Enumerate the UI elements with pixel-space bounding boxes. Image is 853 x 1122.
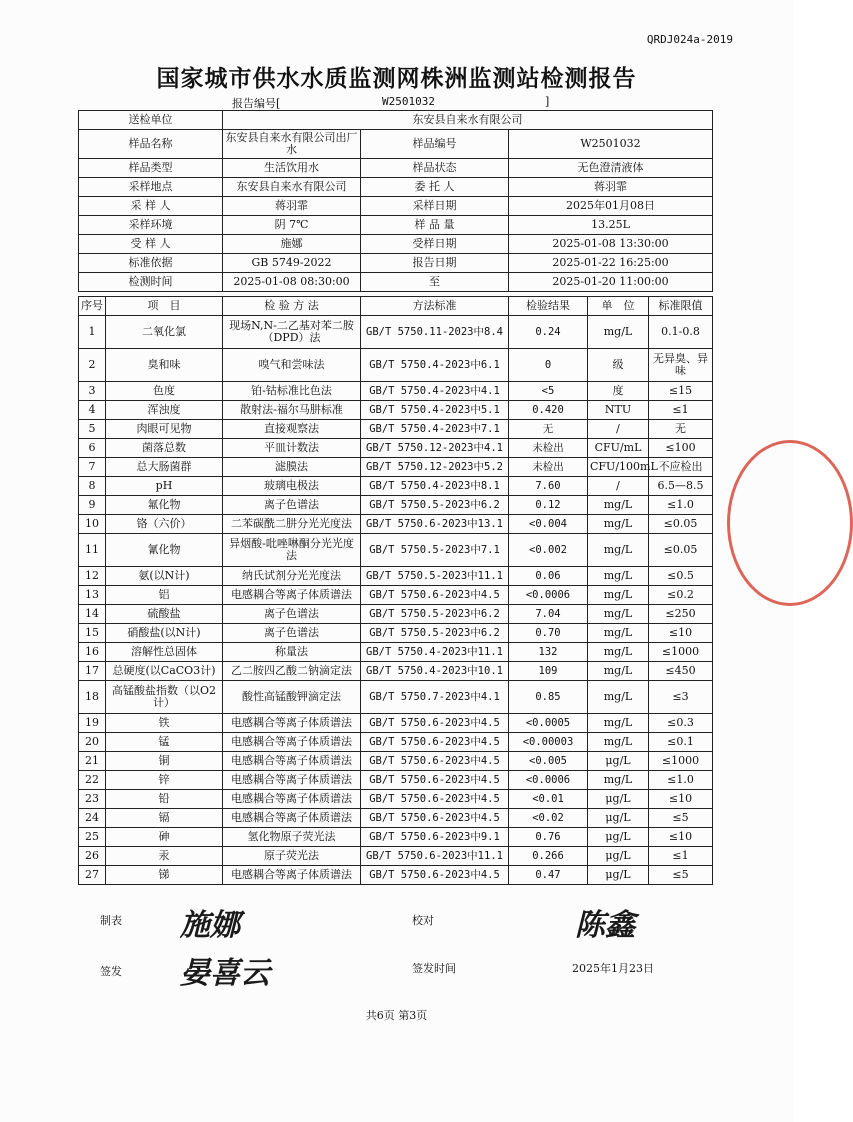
field-value: 施娜 — [223, 235, 361, 254]
standard-limit: ≤10 — [649, 790, 713, 809]
method-standard: GB/T 5750.6-2023中9.1 — [361, 828, 509, 847]
field-value: GB 5749-2022 — [223, 254, 361, 273]
test-result: 0.266 — [509, 847, 588, 866]
test-result: 109 — [509, 662, 588, 681]
table-row — [79, 586, 713, 605]
method-standard: GB/T 5750.4-2023中8.1 — [361, 477, 509, 496]
item-name: 氟化物 — [106, 496, 223, 515]
field-label: 委 托 人 — [361, 178, 509, 197]
field-label: 样品编号 — [361, 130, 509, 159]
unit: mg/L — [588, 714, 649, 733]
test-result: <5 — [509, 382, 588, 401]
unit: / — [588, 420, 649, 439]
column-header-unit: 单 位 — [588, 297, 649, 316]
item-name: 砷 — [106, 828, 223, 847]
test-method: 嗅气和尝味法 — [223, 349, 361, 382]
field-value: 无色澄清液体 — [509, 159, 713, 178]
test-result: <0.0006 — [509, 771, 588, 790]
item-name: 锑 — [106, 866, 223, 885]
test-method: 离子色谱法 — [223, 496, 361, 515]
item-name: 铝 — [106, 586, 223, 605]
row-number: 21 — [79, 752, 106, 771]
unit: CFU/100mL — [588, 458, 649, 477]
table-row — [79, 624, 713, 643]
row-number: 6 — [79, 439, 106, 458]
table-row — [79, 866, 713, 885]
field-label: 报告日期 — [361, 254, 509, 273]
test-method: 电感耦合等离子体质谱法 — [223, 771, 361, 790]
standard-limit: ≤1.0 — [649, 771, 713, 790]
table-row — [79, 643, 713, 662]
test-method: 电感耦合等离子体质谱法 — [223, 733, 361, 752]
unit: μg/L — [588, 790, 649, 809]
row-number: 8 — [79, 477, 106, 496]
row-number: 10 — [79, 515, 106, 534]
column-header-standard-limit: 标准限值 — [649, 297, 713, 316]
item-name: 氨(以N计) — [106, 567, 223, 586]
unit: CFU/mL — [588, 439, 649, 458]
prepared-label: 制表 — [100, 914, 122, 927]
test-results-table — [78, 296, 713, 885]
unit: 度 — [588, 382, 649, 401]
table-row — [79, 681, 713, 714]
test-method: 电感耦合等离子体质谱法 — [223, 790, 361, 809]
unit: μg/L — [588, 752, 649, 771]
field-label: 样品类型 — [79, 159, 223, 178]
column-header-method-standard: 方法标准 — [361, 297, 509, 316]
checked-signature: 陈鑫 — [575, 908, 635, 943]
field-label: 受 样 人 — [79, 235, 223, 254]
test-method: 原子荧光法 — [223, 847, 361, 866]
item-name: 镉 — [106, 809, 223, 828]
field-value: 2025年01月08日 — [509, 197, 713, 216]
field-value: 蒋羽霏 — [509, 178, 713, 197]
row-number: 4 — [79, 401, 106, 420]
test-method: 酸性高锰酸钾滴定法 — [223, 681, 361, 714]
test-method: 玻璃电极法 — [223, 477, 361, 496]
unit: mg/L — [588, 605, 649, 624]
test-result: <0.0005 — [509, 714, 588, 733]
report-number — [232, 95, 550, 111]
test-result: 0.12 — [509, 496, 588, 515]
info-row — [79, 235, 713, 254]
field-label: 至 — [361, 273, 509, 292]
item-name: 硫酸盐 — [106, 605, 223, 624]
test-result: 132 — [509, 643, 588, 662]
info-row — [79, 111, 713, 130]
method-standard: GB/T 5750.4-2023中5.1 — [361, 401, 509, 420]
field-value: 2025-01-20 11:00:00 — [509, 273, 713, 292]
standard-limit: ≤1 — [649, 847, 713, 866]
field-label: 标准依据 — [79, 254, 223, 273]
checked-label: 校对 — [412, 914, 434, 927]
test-result: <0.02 — [509, 809, 588, 828]
unit: μg/L — [588, 847, 649, 866]
column-header-test-result: 检验结果 — [509, 297, 588, 316]
method-standard: GB/T 5750.6-2023中13.1 — [361, 515, 509, 534]
unit: μg/L — [588, 828, 649, 847]
field-value: 2025-01-22 16:25:00 — [509, 254, 713, 273]
standard-limit: ≤0.1 — [649, 733, 713, 752]
table-row — [79, 534, 713, 567]
unit: mg/L — [588, 771, 649, 790]
test-method: 滤膜法 — [223, 458, 361, 477]
test-method: 离子色谱法 — [223, 605, 361, 624]
field-label: 采 样 人 — [79, 197, 223, 216]
row-number: 13 — [79, 586, 106, 605]
item-name: 汞 — [106, 847, 223, 866]
unit: NTU — [588, 401, 649, 420]
issue-time-label: 签发时间 — [412, 962, 456, 975]
item-name: 总硬度(以CaCO3计) — [106, 662, 223, 681]
row-number: 12 — [79, 567, 106, 586]
table-row — [79, 733, 713, 752]
red-seal-stamp — [727, 440, 853, 606]
info-row — [79, 197, 713, 216]
standard-limit: ≤250 — [649, 605, 713, 624]
test-result: <0.00003 — [509, 733, 588, 752]
row-number: 26 — [79, 847, 106, 866]
field-value: W2501032 — [509, 130, 713, 159]
field-value: 蒋羽霏 — [223, 197, 361, 216]
method-standard: GB/T 5750.5-2023中11.1 — [361, 567, 509, 586]
table-row — [79, 349, 713, 382]
standard-limit: 无 — [649, 420, 713, 439]
item-name: 锰 — [106, 733, 223, 752]
test-method: 纳氏试剂分光光度法 — [223, 567, 361, 586]
test-result: 0 — [509, 349, 588, 382]
unit: 级 — [588, 349, 649, 382]
test-result: 0.47 — [509, 866, 588, 885]
standard-limit: ≤0.2 — [649, 586, 713, 605]
row-number: 11 — [79, 534, 106, 567]
unit: mg/L — [588, 681, 649, 714]
item-name: 总大肠菌群 — [106, 458, 223, 477]
test-method: 电感耦合等离子体质谱法 — [223, 586, 361, 605]
field-label: 检测时间 — [79, 273, 223, 292]
unit: mg/L — [588, 316, 649, 349]
report-number-label: 报告编号[ — [232, 97, 281, 110]
test-result: 0.420 — [509, 401, 588, 420]
method-standard: GB/T 5750.4-2023中10.1 — [361, 662, 509, 681]
item-name: 肉眼可见物 — [106, 420, 223, 439]
test-result: 0.70 — [509, 624, 588, 643]
field-value: 2025-01-08 08:30:00 — [223, 273, 361, 292]
prepared-signature: 施娜 — [180, 908, 240, 943]
info-row — [79, 159, 713, 178]
test-method: 称量法 — [223, 643, 361, 662]
method-standard: GB/T 5750.7-2023中4.1 — [361, 681, 509, 714]
unit: mg/L — [588, 567, 649, 586]
item-name: 铜 — [106, 752, 223, 771]
standard-limit: ≤0.3 — [649, 714, 713, 733]
item-name: 硝酸盐(以N计) — [106, 624, 223, 643]
table-row — [79, 752, 713, 771]
test-result: <0.004 — [509, 515, 588, 534]
standard-limit: ≤15 — [649, 382, 713, 401]
test-method: 氢化物原子荧光法 — [223, 828, 361, 847]
table-row — [79, 420, 713, 439]
field-label: 采样环境 — [79, 216, 223, 235]
info-row — [79, 178, 713, 197]
item-name: 铅 — [106, 790, 223, 809]
unit: mg/L — [588, 733, 649, 752]
table-row — [79, 316, 713, 349]
field-label: 采样日期 — [361, 197, 509, 216]
method-standard: GB/T 5750.5-2023中6.2 — [361, 496, 509, 515]
unit: / — [588, 477, 649, 496]
method-standard: GB/T 5750.6-2023中4.5 — [361, 866, 509, 885]
method-standard: GB/T 5750.4-2023中7.1 — [361, 420, 509, 439]
info-row — [79, 216, 713, 235]
row-number: 24 — [79, 809, 106, 828]
standard-limit: 6.5—8.5 — [649, 477, 713, 496]
item-name: 溶解性总固体 — [106, 643, 223, 662]
standard-limit: ≤1 — [649, 401, 713, 420]
test-result: 未检出 — [509, 439, 588, 458]
test-method: 电感耦合等离子体质谱法 — [223, 752, 361, 771]
test-result: <0.005 — [509, 752, 588, 771]
method-standard: GB/T 5750.11-2023中8.4 — [361, 316, 509, 349]
row-number: 3 — [79, 382, 106, 401]
standard-limit: ≤10 — [649, 828, 713, 847]
field-value: 东安县自来水有限公司 — [223, 178, 361, 197]
row-number: 9 — [79, 496, 106, 515]
field-value: 阴 7℃ — [223, 216, 361, 235]
unit: mg/L — [588, 515, 649, 534]
item-name: 锌 — [106, 771, 223, 790]
test-method: 散射法-福尔马肼标准 — [223, 401, 361, 420]
method-standard: GB/T 5750.12-2023中4.1 — [361, 439, 509, 458]
table-row — [79, 382, 713, 401]
issue-time: 2025年1月23日 — [572, 962, 654, 975]
table-row — [79, 458, 713, 477]
row-number: 17 — [79, 662, 106, 681]
standard-limit: ≤3 — [649, 681, 713, 714]
standard-limit: ≤1000 — [649, 752, 713, 771]
item-name: 铬（六价） — [106, 515, 223, 534]
table-row — [79, 515, 713, 534]
test-method: 乙二胺四乙酸二钠滴定法 — [223, 662, 361, 681]
info-row — [79, 273, 713, 292]
field-value: 生活饮用水 — [223, 159, 361, 178]
field-label: 样品状态 — [361, 159, 509, 178]
unit: μg/L — [588, 866, 649, 885]
row-number: 2 — [79, 349, 106, 382]
item-name: 臭和味 — [106, 349, 223, 382]
column-header-test-method: 检 验 方 法 — [223, 297, 361, 316]
row-number: 23 — [79, 790, 106, 809]
submitter-value: 东安县自来水有限公司 — [223, 111, 713, 130]
test-method: 铂-钴标准比色法 — [223, 382, 361, 401]
field-value: 13.25L — [509, 216, 713, 235]
test-method: 电感耦合等离子体质谱法 — [223, 866, 361, 885]
issued-signature: 晏喜云 — [180, 956, 270, 991]
row-number: 25 — [79, 828, 106, 847]
unit: mg/L — [588, 586, 649, 605]
method-standard: GB/T 5750.6-2023中4.5 — [361, 586, 509, 605]
method-standard: GB/T 5750.6-2023中4.5 — [361, 733, 509, 752]
document-code: QRDJ024a-2019 — [646, 33, 733, 46]
unit: mg/L — [588, 662, 649, 681]
standard-limit: ≤5 — [649, 809, 713, 828]
row-number: 5 — [79, 420, 106, 439]
test-method: 二苯碳酰二肼分光光度法 — [223, 515, 361, 534]
field-value: 2025-01-08 13:30:00 — [509, 235, 713, 254]
method-standard: GB/T 5750.12-2023中5.2 — [361, 458, 509, 477]
page-number: 共6页 第3页 — [365, 1009, 428, 1022]
test-result: 0.76 — [509, 828, 588, 847]
item-name: 色度 — [106, 382, 223, 401]
method-standard: GB/T 5750.6-2023中4.5 — [361, 790, 509, 809]
row-number: 27 — [79, 866, 106, 885]
sample-info-table — [78, 110, 713, 292]
unit: mg/L — [588, 534, 649, 567]
test-result: 未检出 — [509, 458, 588, 477]
row-number: 18 — [79, 681, 106, 714]
row-number: 19 — [79, 714, 106, 733]
test-method: 平皿计数法 — [223, 439, 361, 458]
item-name: 氰化物 — [106, 534, 223, 567]
table-row — [79, 828, 713, 847]
test-method: 离子色谱法 — [223, 624, 361, 643]
table-row — [79, 567, 713, 586]
info-row — [79, 130, 713, 159]
method-standard: GB/T 5750.5-2023中7.1 — [361, 534, 509, 567]
test-result: <0.0006 — [509, 586, 588, 605]
item-name: 高锰酸盐指数（以O2计） — [106, 681, 223, 714]
row-number: 20 — [79, 733, 106, 752]
row-number: 16 — [79, 643, 106, 662]
item-name: pH — [106, 477, 223, 496]
method-standard: GB/T 5750.6-2023中11.1 — [361, 847, 509, 866]
method-standard: GB/T 5750.4-2023中11.1 — [361, 643, 509, 662]
method-standard: GB/T 5750.5-2023中6.2 — [361, 624, 509, 643]
table-row — [79, 662, 713, 681]
table-header-row — [79, 297, 713, 316]
page-title: 国家城市供水水质监测网株洲监测站检测报告 — [156, 65, 637, 92]
table-row — [79, 771, 713, 790]
unit: mg/L — [588, 496, 649, 515]
test-result: 无 — [509, 420, 588, 439]
table-row — [79, 605, 713, 624]
table-row — [79, 790, 713, 809]
row-number: 1 — [79, 316, 106, 349]
standard-limit: 无异臭、异味 — [649, 349, 713, 382]
standard-limit: ≤450 — [649, 662, 713, 681]
method-standard: GB/T 5750.4-2023中6.1 — [361, 349, 509, 382]
table-row — [79, 496, 713, 515]
report-number-value: W2501032 — [382, 95, 435, 108]
standard-limit: ≤10 — [649, 624, 713, 643]
table-row — [79, 809, 713, 828]
submitter-label: 送检单位 — [79, 111, 223, 130]
table-row — [79, 714, 713, 733]
unit: mg/L — [588, 624, 649, 643]
test-method: 电感耦合等离子体质谱法 — [223, 714, 361, 733]
item-name: 二氧化氯 — [106, 316, 223, 349]
method-standard: GB/T 5750.6-2023中4.5 — [361, 809, 509, 828]
method-standard: GB/T 5750.6-2023中4.5 — [361, 714, 509, 733]
row-number: 14 — [79, 605, 106, 624]
test-method: 异烟酸-吡唑啉酮分光光度法 — [223, 534, 361, 567]
field-label: 样品名称 — [79, 130, 223, 159]
table-row — [79, 847, 713, 866]
table-row — [79, 439, 713, 458]
method-standard: GB/T 5750.6-2023中4.5 — [361, 771, 509, 790]
method-standard: GB/T 5750.5-2023中6.2 — [361, 605, 509, 624]
standard-limit: ≤1.0 — [649, 496, 713, 515]
field-label: 采样地点 — [79, 178, 223, 197]
standard-limit: 不应检出 — [649, 458, 713, 477]
row-number: 22 — [79, 771, 106, 790]
method-standard: GB/T 5750.6-2023中4.5 — [361, 752, 509, 771]
test-method: 现场N,N-二乙基对苯二胺（DPD）法 — [223, 316, 361, 349]
field-label: 受样日期 — [361, 235, 509, 254]
item-name: 浑浊度 — [106, 401, 223, 420]
column-header-item-name: 项 目 — [106, 297, 223, 316]
report-number-close: ] — [545, 95, 550, 108]
column-header-row-number: 序号 — [79, 297, 106, 316]
test-result: 0.24 — [509, 316, 588, 349]
standard-limit: ≤1000 — [649, 643, 713, 662]
item-name: 菌落总数 — [106, 439, 223, 458]
test-result: 0.85 — [509, 681, 588, 714]
row-number: 15 — [79, 624, 106, 643]
table-row — [79, 401, 713, 420]
test-result: 0.06 — [509, 567, 588, 586]
standard-limit: ≤0.05 — [649, 534, 713, 567]
standard-limit: ≤0.05 — [649, 515, 713, 534]
unit: mg/L — [588, 643, 649, 662]
field-value: 东安县自来水有限公司出厂水 — [223, 130, 361, 159]
method-standard: GB/T 5750.4-2023中4.1 — [361, 382, 509, 401]
standard-limit: 0.1-0.8 — [649, 316, 713, 349]
standard-limit: ≤0.5 — [649, 567, 713, 586]
unit: μg/L — [588, 809, 649, 828]
test-result: <0.01 — [509, 790, 588, 809]
item-name: 铁 — [106, 714, 223, 733]
test-method: 电感耦合等离子体质谱法 — [223, 809, 361, 828]
field-label: 样 品 量 — [361, 216, 509, 235]
issued-label: 签发 — [100, 965, 122, 978]
row-number: 7 — [79, 458, 106, 477]
test-result: 7.60 — [509, 477, 588, 496]
table-row — [79, 477, 713, 496]
info-row — [79, 254, 713, 273]
test-method: 直接观察法 — [223, 420, 361, 439]
standard-limit: ≤100 — [649, 439, 713, 458]
standard-limit: ≤5 — [649, 866, 713, 885]
test-result: 7.04 — [509, 605, 588, 624]
test-result: <0.002 — [509, 534, 588, 567]
